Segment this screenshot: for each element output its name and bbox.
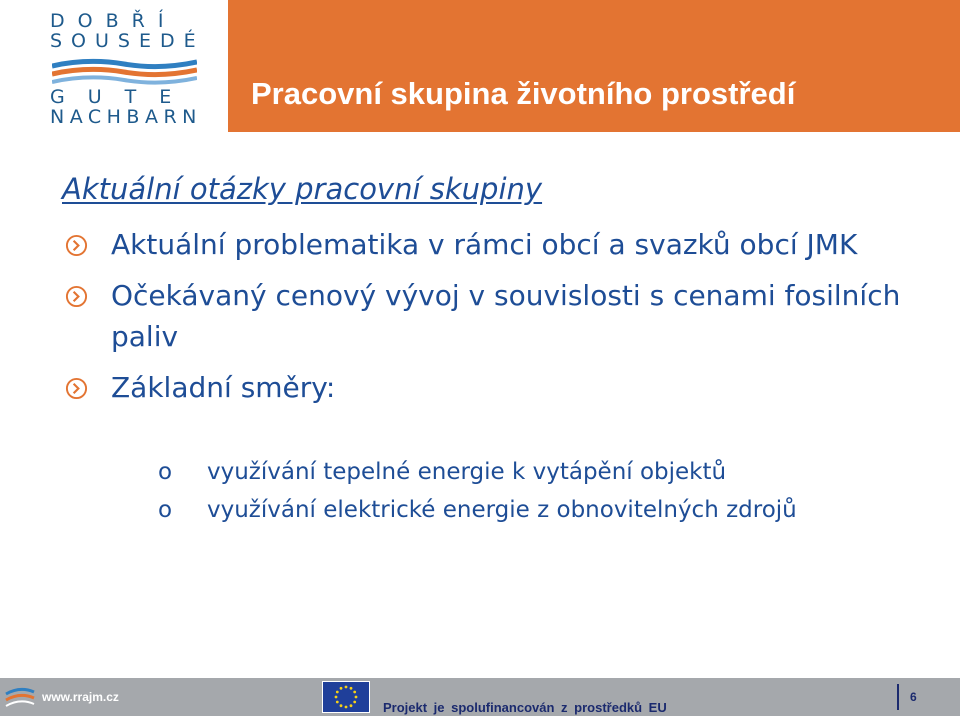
footer-bar (0, 678, 960, 716)
bullet-text: Očekávaný cenový vývoj v souvislosti s cenami fosilních paliv (111, 279, 901, 353)
eu-flag-icon (322, 681, 370, 713)
page-number: 6 (910, 690, 917, 704)
logo-line-2: SOUSEDÉ (50, 30, 205, 52)
sub-bullet-text: využívání tepelné energie k vytápění objektů (207, 459, 727, 485)
bullet-text: Základní směry: (111, 371, 336, 404)
header-band (228, 0, 960, 132)
sub-bullet-marker: o (158, 459, 173, 485)
footer-divider (897, 684, 899, 710)
sub-bullet-item (158, 491, 958, 529)
logo-line-1: DOBŘÍ (50, 10, 177, 32)
dobri-sousede-logo (50, 8, 220, 126)
bullet-item (62, 275, 942, 357)
logo-line-3: GUTE (50, 86, 195, 108)
slide-title: Pracovní skupina životního prostředí (251, 76, 796, 111)
footer-project-text: Projekt je spolufinancován z prostředků EU (383, 700, 667, 715)
sub-bullet-marker: o (158, 497, 173, 523)
circled-chevron-icon (65, 377, 88, 400)
eu-stars-icon (323, 682, 369, 712)
footer-website-link[interactable]: www.rrajm.cz (42, 690, 119, 704)
sub-bullet-text: využívání elektrické energie z obnovitelných zdrojů (207, 497, 797, 523)
section-heading: Aktuální otázky pracovní skupiny (62, 172, 543, 206)
circled-chevron-icon (65, 234, 88, 257)
bullet-item (62, 367, 942, 408)
bullet-list (62, 224, 942, 418)
sub-bullet-list (158, 453, 958, 529)
waves-icon (52, 56, 197, 86)
rrajm-logo-icon (4, 680, 36, 714)
sub-bullet-item (158, 453, 958, 491)
circled-chevron-icon (65, 285, 88, 308)
bullet-text: Aktuální problematika v rámci obcí a svazků obcí JMK (111, 228, 858, 261)
logo-line-4: NACHBARN (50, 106, 202, 128)
bullet-item (62, 224, 942, 265)
